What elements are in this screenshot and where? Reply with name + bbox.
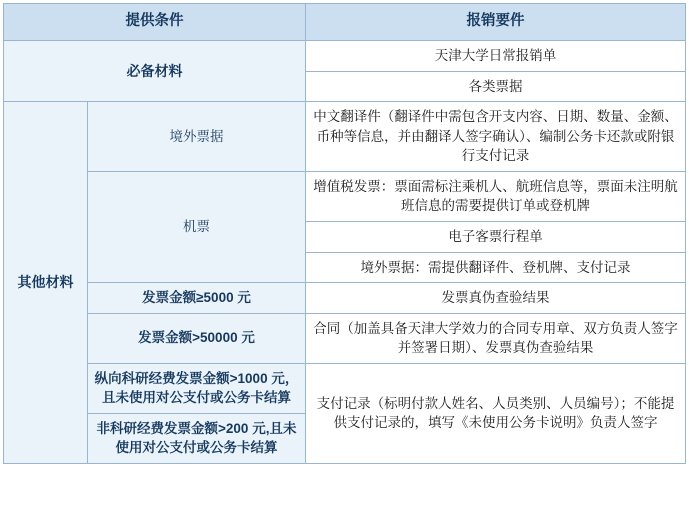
table-row: [4, 313, 686, 363]
table-row: [4, 102, 686, 172]
condition-invoice-amount-50000: 发票金额>50000 元: [88, 313, 306, 363]
header-condition: 提供条件: [4, 4, 306, 41]
requirement-cell: 支付记录（标明付款人姓名、人员类别、人员编号）；不能提供支付记录的，填写《未使用公务卡说明》负责人签字: [306, 363, 686, 463]
requirement-cell: 各类票据: [306, 71, 686, 102]
document-page: [0, 3, 689, 515]
table-row: [4, 171, 686, 221]
requirement-cell: 发票真伪查验结果: [306, 283, 686, 314]
condition-overseas-receipts: 境外票据: [88, 102, 306, 172]
requirement-cell: 中文翻译件（翻译件中需包含开支内容、日期、数量、金额、币种等信息，并由翻译人签字确认）、编制公务卡还款或附银行支付记录: [306, 102, 686, 172]
requirement-cell: 合同（加盖具备天津大学效力的合同专用章、双方负责人签字并签署日期）、发票真伪查验结果: [306, 313, 686, 363]
table-header-row: [4, 4, 686, 41]
condition-non-research-200: 非科研经费发票金额>200 元,且未使用对公支付或公务卡结算: [88, 413, 306, 463]
requirement-cell: 电子客票行程单: [306, 221, 686, 252]
group-label-required-materials: 必备材料: [4, 41, 306, 102]
condition-invoice-amount-5000: 发票金额≥5000 元: [88, 283, 306, 314]
condition-air-ticket: 机票: [88, 171, 306, 282]
group-label-other-materials: 其他材料: [4, 102, 88, 464]
table-row: [4, 283, 686, 314]
table-row: [4, 41, 686, 72]
requirement-cell: 境外票据：需提供翻译件、登机牌、支付记录: [306, 252, 686, 283]
requirement-cell: 天津大学日常报销单: [306, 41, 686, 72]
header-requirement: 报销要件: [306, 4, 686, 41]
reimbursement-requirements-table: [3, 3, 686, 464]
condition-vertical-research-1000: 纵向科研经费发票金额>1000 元，且未使用对公支付或公务卡结算: [88, 363, 306, 413]
requirement-cell: 增值税发票：票面需标注乘机人、航班信息等，票面未注明航班信息的需要提供订单或登机牌: [306, 171, 686, 221]
table-row: [4, 363, 686, 413]
